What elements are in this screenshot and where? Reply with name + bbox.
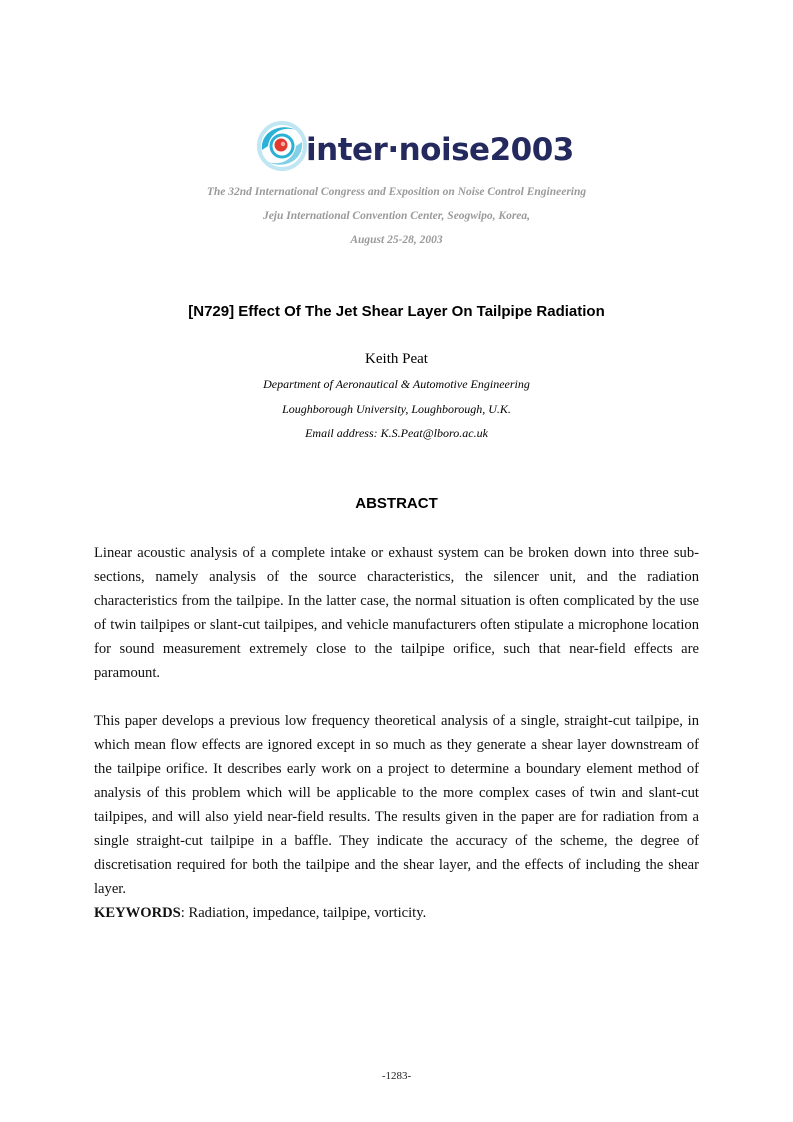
keywords-list: : Radiation, impedance, tailpipe, vorticity. [180,905,427,921]
conference-venue: Jeju International Convention Center, Seogwipo, Korea, [262,210,531,222]
abstract-paragraph-2: This paper develops a previous low frequency theoretical analysis of a single, straight-cut tailpipe, in which mean flow effects are ignored except in so much as they generate a shear layer downstream of the tailpipe orifice. It describes early work on a project to determine a boundary element method of analysis of this problem which will be applicable to the more complex cases of twin and slant-cut tailpipes, and will also yield near-field results. The results given in the paper are for radiation from a single straight-cut tailpipe in a baffle. They indicate the accuracy of the scheme, the degree of discretisation required for both the tailpipe and the shear layer, and the effects of including the shear layer. [94,713,699,897]
page-number: -1283- [381,1070,412,1082]
logo-text: inter·noise2003 [306,132,574,168]
author-name: Keith Peat [365,351,428,367]
abstract-heading: ABSTRACT [355,495,438,512]
keywords-label: KEYWORDS [94,905,181,921]
keywords-line [94,901,699,925]
author-university: Loughborough University, Loughborough, U.K. [282,402,511,416]
author-email: Email address: K.S.Peat@lboro.ac.uk [305,426,488,440]
conference-dates: August 25-28, 2003 [350,234,443,246]
conference-logo [254,120,574,172]
abstract-paragraph-1: Linear acoustic analysis of a complete intake or exhaust system can be broken down into three sub-sections, namely analysis of the source characteristics, the silencer unit, and the radiation characteristics from the tailpipe. In the latter case, the normal situation is often complicated by the use of twin tailpipes or slant-cut tailpipes, and vehicle manufacturers often stipulate a microphone location for sound measurement extremely close to the tailpipe orifice, such that near-field effects are paramount. [94,545,699,681]
swirl-globe-icon [254,120,574,172]
author-department: Department of Aeronautical & Automotive Engineering [263,377,530,391]
conference-name: The 32nd International Congress and Exposition on Noise Control Engineering [206,186,587,198]
paper-title: [N729] Effect Of The Jet Shear Layer On Tailpipe Radiation [188,303,605,320]
